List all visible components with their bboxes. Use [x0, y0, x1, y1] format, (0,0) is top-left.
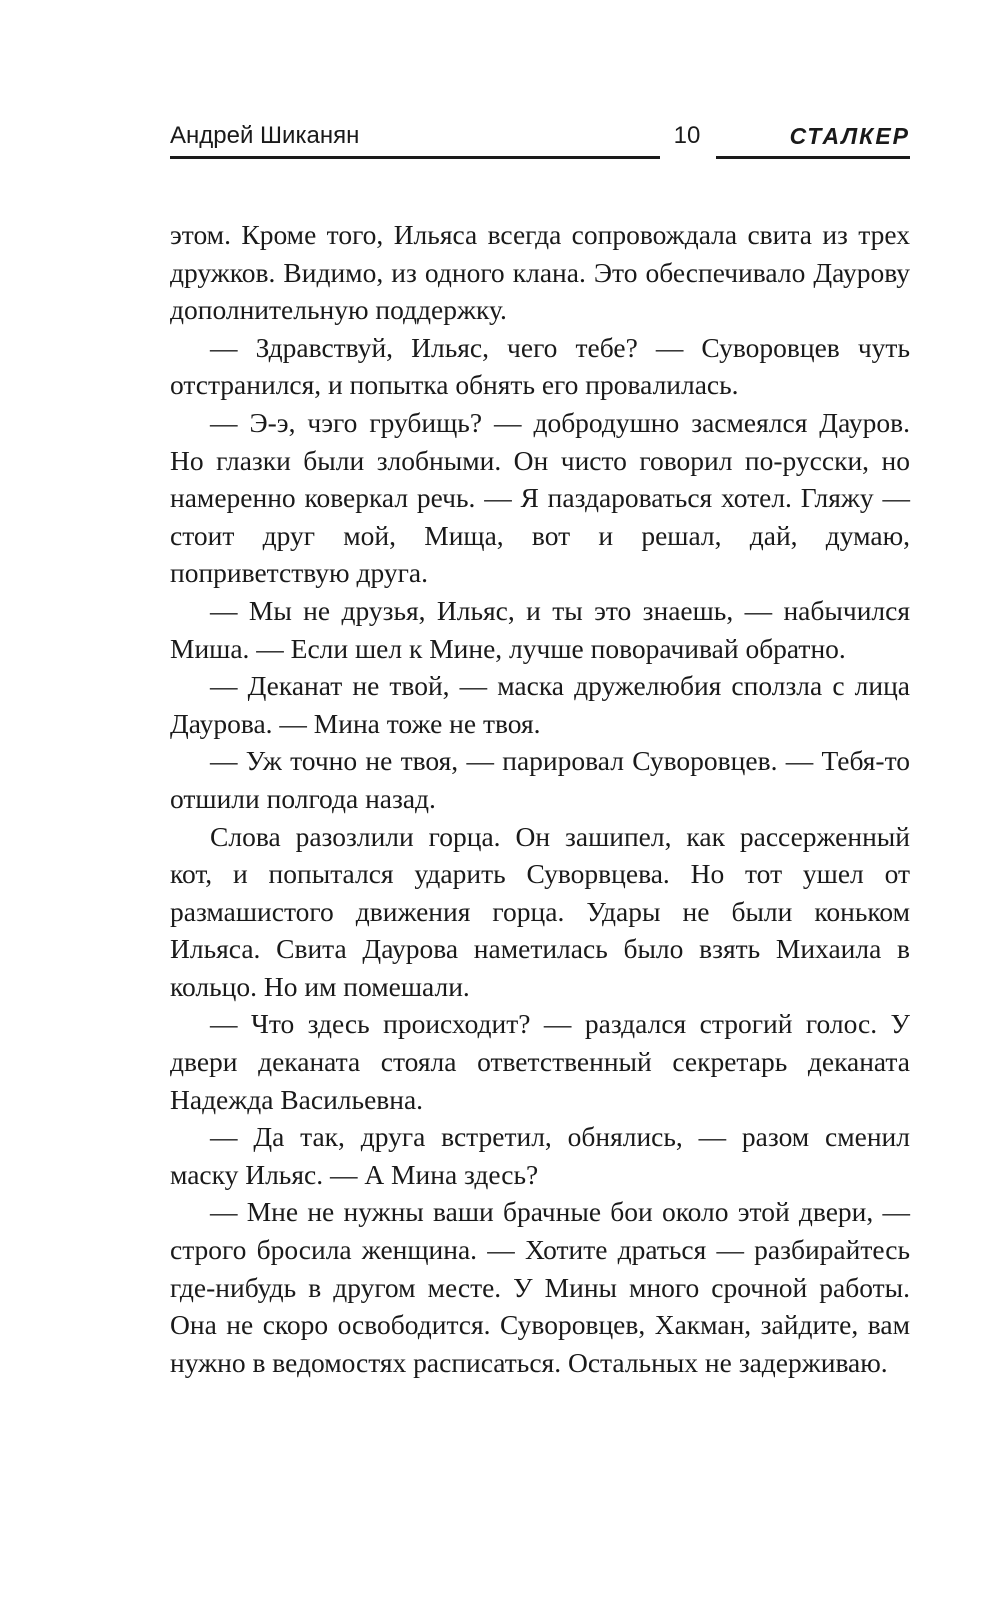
- page-body: [170, 216, 910, 1381]
- paragraph: Слова разозлили горца. Он зашипел, как рассерженный кот, и попытался ударить Суворвцева. Но тот ушел от размашистого движения горца. Удары не были коньком Ильяса. Свита Даурова наметилась было взять Михаила в кольцо. Но им помешали.: [170, 820, 910, 1002]
- author-name: Андрей Шиканян: [170, 122, 360, 149]
- running-head: [170, 118, 910, 158]
- series-title: СТАЛКЕР: [789, 123, 910, 149]
- paragraph: — Деканат не твой, — маска дружелюбия сползла с лица Даурова. — Мина тоже не твоя.: [170, 670, 910, 739]
- paragraph: этом. Кроме того, Ильяса всегда сопровождала свита из трех дружков. Видимо, из одного клана. Это обеспечивало Даурову дополнительную поддержку.: [170, 219, 910, 326]
- paragraph: — Да так, друга встретил, обнялись, — разом сменил маску Ильяс. — А Мина здесь?: [170, 1121, 910, 1190]
- paragraph: — Уж точно не твоя, — парировал Суворовцев. — Тебя-то отшили полгода назад.: [170, 745, 910, 814]
- header-rule-left: [170, 156, 660, 159]
- paragraph: — Мы не друзья, Ильяс, и ты это знаешь, — набычился Миша. — Если шел к Мине, лучше поворачивай обратно.: [170, 594, 910, 664]
- paragraph: — Что здесь происходит? — раздался строгий голос. У двери деканата стояла ответственный секретарь деканата Надежда Васильевна.: [170, 1008, 910, 1115]
- header-rule-right: [716, 156, 910, 159]
- paragraph: — Мне не нужны ваши брачные бои около этой двери, — строго бросила женщина. — Хотите драться — разбирайтесь где-нибудь в другом месте. У Мины много срочной работы. Она не скоро освободится. Суворовцев, Хакман, зайдите, вам нужно в ведомостях расписаться. Остальных не задерживаю.: [170, 1196, 910, 1378]
- paragraph: — Э-э, чэго грубищь? — добродушно засмеялся Дауров. Но глазки были злобными. Он чисто говорил по-русски, но намеренно коверкал речь. — Я паздароваться хотел. Гляжу — стоит друг мой, Мища, вот и решал, дай, думаю, поприветствую друга.: [170, 406, 910, 589]
- page-number: 10: [673, 122, 701, 149]
- paragraph: — Здравствуй, Ильяс, чего тебе? — Суворовцев чуть отстранился, и попытка обнять его провалилась.: [170, 331, 910, 401]
